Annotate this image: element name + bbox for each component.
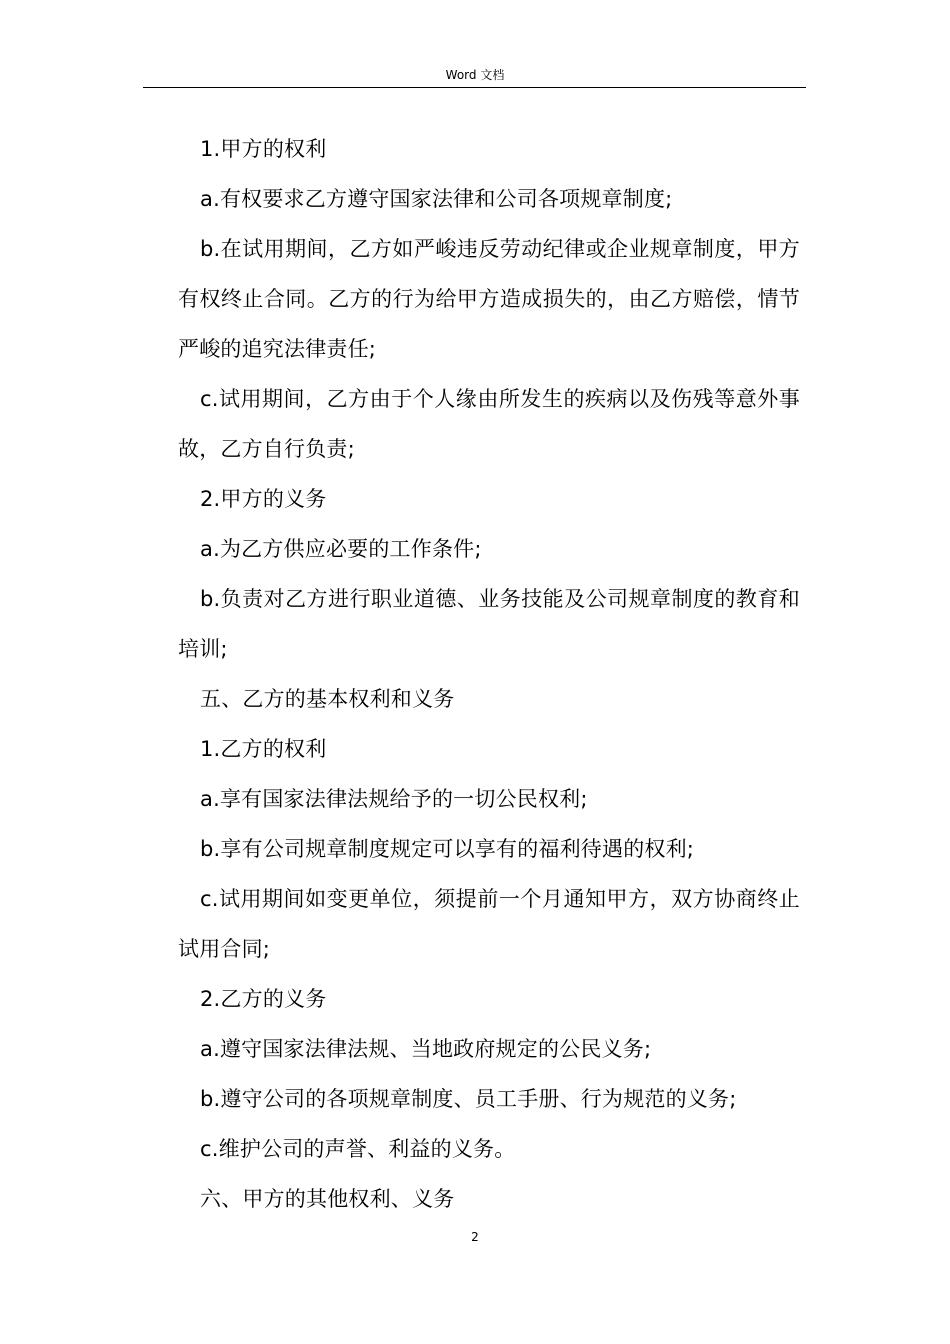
paragraph-16: c.维护公司的声誉、利益的义务。 — [200, 1137, 516, 1161]
paragraph-4: c.试用期间，乙方由于个人缘由所发生的疾病以及伤残等意外事故，乙方自行负责; — [178, 387, 800, 461]
paragraph-9: 1.乙方的权利 — [200, 737, 327, 761]
document-body — [178, 124, 800, 1224]
paragraph-15: b.遵守公司的各项规章制度、员工手册、行为规范的义务; — [200, 1087, 737, 1111]
page-header-title: Word 文档 — [445, 68, 505, 82]
paragraph-14: a.遵守国家法律法规、当地政府规定的公民义务; — [200, 1037, 652, 1061]
paragraph-2: a.有权要求乙方遵守国家法律和公司各项规章制度; — [200, 187, 673, 211]
header-divider — [143, 87, 806, 88]
paragraph-3: b.在试用期间，乙方如严峻违反劳动纪律或企业规章制度，甲方有权终止合同。乙方的行为给甲方造成损失的，由乙方赔偿，情节严峻的追究法律责任; — [178, 237, 800, 361]
paragraph-5: 2.甲方的义务 — [200, 487, 327, 511]
paragraph-1: 1.甲方的权利 — [200, 137, 327, 161]
section-heading-5: 五、乙方的基本权利和义务 — [200, 687, 455, 711]
page-number: 2 — [471, 1230, 479, 1244]
paragraph-13: 2.乙方的义务 — [200, 987, 327, 1011]
paragraph-12: c.试用期间如变更单位，须提前一个月通知甲方，双方协商终止试用合同; — [178, 887, 800, 961]
paragraph-7: b.负责对乙方进行职业道德、业务技能及公司规章制度的教育和培训; — [178, 587, 800, 661]
paragraph-6: a.为乙方供应必要的工作条件; — [200, 537, 482, 561]
paragraph-11: b.享有公司规章制度规定可以享有的福利待遇的权利; — [200, 837, 695, 861]
section-heading-6: 六、甲方的其他权利、义务 — [200, 1187, 455, 1211]
paragraph-10: a.享有国家法律法规给予的一切公民权利; — [200, 787, 588, 811]
